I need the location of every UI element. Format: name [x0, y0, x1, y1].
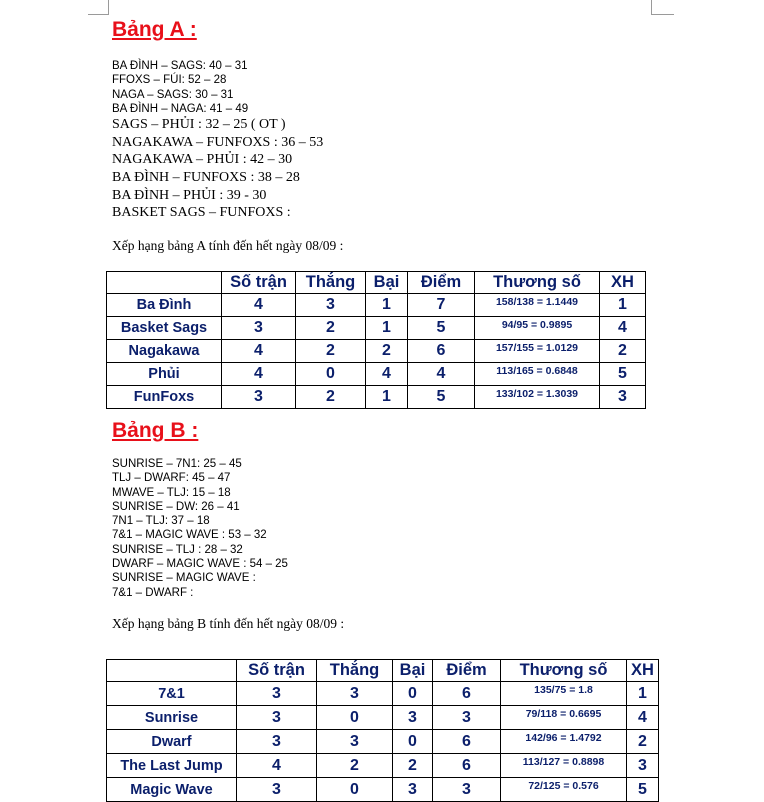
column-header: Thắng — [317, 660, 393, 682]
page-corner-mark-right — [651, 0, 674, 15]
match-result: BA ĐÌNH – PHỦI : 39 - 30 — [112, 187, 267, 203]
losses: 1 — [366, 317, 408, 340]
point-ratio: 133/102 = 1.3039 — [475, 386, 600, 409]
column-header — [107, 660, 237, 682]
team-name: Nagakawa — [107, 340, 222, 363]
point-ratio: 94/95 = 0.9895 — [475, 317, 600, 340]
column-header: Thắng — [296, 272, 366, 294]
group-a-ranking-note: Xếp hạng bảng A tính đến hết ngày 08/09 : — [112, 238, 344, 253]
table-row — [107, 363, 646, 386]
points: 3 — [433, 706, 501, 730]
table-row — [107, 386, 646, 409]
rank: 4 — [600, 317, 646, 340]
match-result: SAGS – PHỦI : 32 – 25 ( OT ) — [112, 117, 286, 133]
column-header: XH — [627, 660, 659, 682]
table-row — [107, 778, 659, 802]
losses: 3 — [393, 706, 433, 730]
table-row — [107, 317, 646, 340]
group-b-results — [112, 457, 288, 600]
losses: 1 — [366, 386, 408, 409]
column-header: Số trận — [237, 660, 317, 682]
losses: 3 — [393, 778, 433, 802]
rank: 5 — [627, 778, 659, 802]
group-b-heading: Bảng B : — [112, 419, 199, 442]
wins: 2 — [296, 386, 366, 409]
match-result: BASKET SAGS – FUNFOXS : — [112, 205, 291, 221]
points: 7 — [408, 294, 475, 317]
table-row — [107, 706, 659, 730]
games-played: 4 — [237, 754, 317, 778]
losses: 4 — [366, 363, 408, 386]
rank: 2 — [627, 730, 659, 754]
match-result: 7N1 – TLJ: 37 – 18 — [112, 515, 210, 528]
column-header: Bại — [366, 272, 408, 294]
wins: 2 — [296, 317, 366, 340]
column-header: Thương số — [475, 272, 600, 294]
table-row — [107, 294, 646, 317]
losses: 2 — [393, 754, 433, 778]
losses: 1 — [366, 294, 408, 317]
games-played: 3 — [237, 778, 317, 802]
table-row — [107, 340, 646, 363]
team-name: Dwarf — [107, 730, 237, 754]
team-name: Phủi — [107, 363, 222, 386]
column-header: XH — [600, 272, 646, 294]
point-ratio: 113/127 = 0.8898 — [501, 754, 627, 778]
losses: 0 — [393, 682, 433, 706]
games-played: 3 — [237, 730, 317, 754]
group-a-heading: Bảng A : — [112, 18, 197, 41]
column-header: Số trận — [222, 272, 296, 294]
match-result: 7&1 – DWARF : — [112, 586, 194, 599]
match-result: SUNRISE – DW: 26 – 41 — [112, 500, 240, 513]
match-result: BA ĐÌNH – NAGA: 41 – 49 — [112, 102, 249, 115]
games-played: 4 — [222, 363, 296, 386]
group-a-results — [112, 59, 323, 222]
point-ratio: 135/75 = 1.8 — [501, 682, 627, 706]
wins: 0 — [317, 706, 393, 730]
points: 6 — [433, 730, 501, 754]
points: 3 — [433, 778, 501, 802]
points: 4 — [408, 363, 475, 386]
column-header — [107, 272, 222, 294]
table-header-row — [107, 660, 659, 682]
wins: 3 — [296, 294, 366, 317]
points: 5 — [408, 386, 475, 409]
group-a-standings-table — [106, 271, 646, 409]
match-result: NAGAKAWA – FUNFOXS : 36 – 53 — [112, 134, 324, 150]
match-result: BA ĐÌNH – SAGS: 40 – 31 — [112, 60, 248, 72]
match-result: SUNRISE – MAGIC WAVE : — [112, 572, 256, 585]
column-header: Bại — [393, 660, 433, 682]
losses: 0 — [393, 730, 433, 754]
table-header-row — [107, 272, 646, 294]
games-played: 3 — [222, 317, 296, 340]
team-name: 7&1 — [107, 682, 237, 706]
points: 5 — [408, 317, 475, 340]
match-result: BA ĐÌNH – FUNFOXS : 38 – 28 — [112, 169, 300, 185]
group-b-standings-table — [106, 659, 659, 802]
point-ratio: 158/138 = 1.1449 — [475, 294, 600, 317]
team-name: Ba Đình — [107, 294, 222, 317]
wins: 2 — [296, 340, 366, 363]
rank: 1 — [627, 682, 659, 706]
match-result: MWAVE – TLJ: 15 – 18 — [112, 486, 231, 499]
match-result: TLJ – DWARF: 45 – 47 — [112, 472, 231, 485]
wins: 2 — [317, 754, 393, 778]
match-result: NAGAKAWA – PHỦI : 42 – 30 — [112, 152, 293, 168]
games-played: 3 — [237, 682, 317, 706]
page-corner-mark-left — [88, 0, 109, 15]
team-name: Magic Wave — [107, 778, 237, 802]
rank: 3 — [600, 386, 646, 409]
match-result: SUNRISE – 7N1: 25 – 45 — [112, 458, 242, 470]
match-result: 7&1 – MAGIC WAVE : 53 – 32 — [112, 529, 267, 542]
point-ratio: 113/165 = 0.6848 — [475, 363, 600, 386]
table-row — [107, 754, 659, 778]
points: 6 — [433, 754, 501, 778]
rank: 5 — [600, 363, 646, 386]
wins: 0 — [317, 778, 393, 802]
column-header: Điểm — [433, 660, 501, 682]
group-b-ranking-note: Xếp hạng bảng B tính đến hết ngày 08/09 : — [112, 616, 345, 631]
column-header: Điểm — [408, 272, 475, 294]
point-ratio: 72/125 = 0.576 — [501, 778, 627, 802]
match-result: DWARF – MAGIC WAVE : 54 – 25 — [112, 558, 288, 571]
wins: 0 — [296, 363, 366, 386]
games-played: 3 — [222, 386, 296, 409]
wins: 3 — [317, 730, 393, 754]
match-result: SUNRISE – TLJ : 28 – 32 — [112, 543, 243, 556]
point-ratio: 157/155 = 1.0129 — [475, 340, 600, 363]
games-played: 4 — [222, 340, 296, 363]
match-result: NAGA – SAGS: 30 – 31 — [112, 88, 234, 101]
team-name: The Last Jump — [107, 754, 237, 778]
points: 6 — [433, 682, 501, 706]
games-played: 4 — [222, 294, 296, 317]
table-row — [107, 730, 659, 754]
rank: 2 — [600, 340, 646, 363]
rank: 1 — [600, 294, 646, 317]
team-name: FunFoxs — [107, 386, 222, 409]
losses: 2 — [366, 340, 408, 363]
point-ratio: 79/118 = 0.6695 — [501, 706, 627, 730]
match-result: FFOXS – FÚI: 52 – 28 — [112, 74, 227, 87]
table-row — [107, 682, 659, 706]
rank: 4 — [627, 706, 659, 730]
team-name: Sunrise — [107, 706, 237, 730]
wins: 3 — [317, 682, 393, 706]
games-played: 3 — [237, 706, 317, 730]
team-name: Basket Sags — [107, 317, 222, 340]
point-ratio: 142/96 = 1.4792 — [501, 730, 627, 754]
rank: 3 — [627, 754, 659, 778]
points: 6 — [408, 340, 475, 363]
column-header: Thương số — [501, 660, 627, 682]
